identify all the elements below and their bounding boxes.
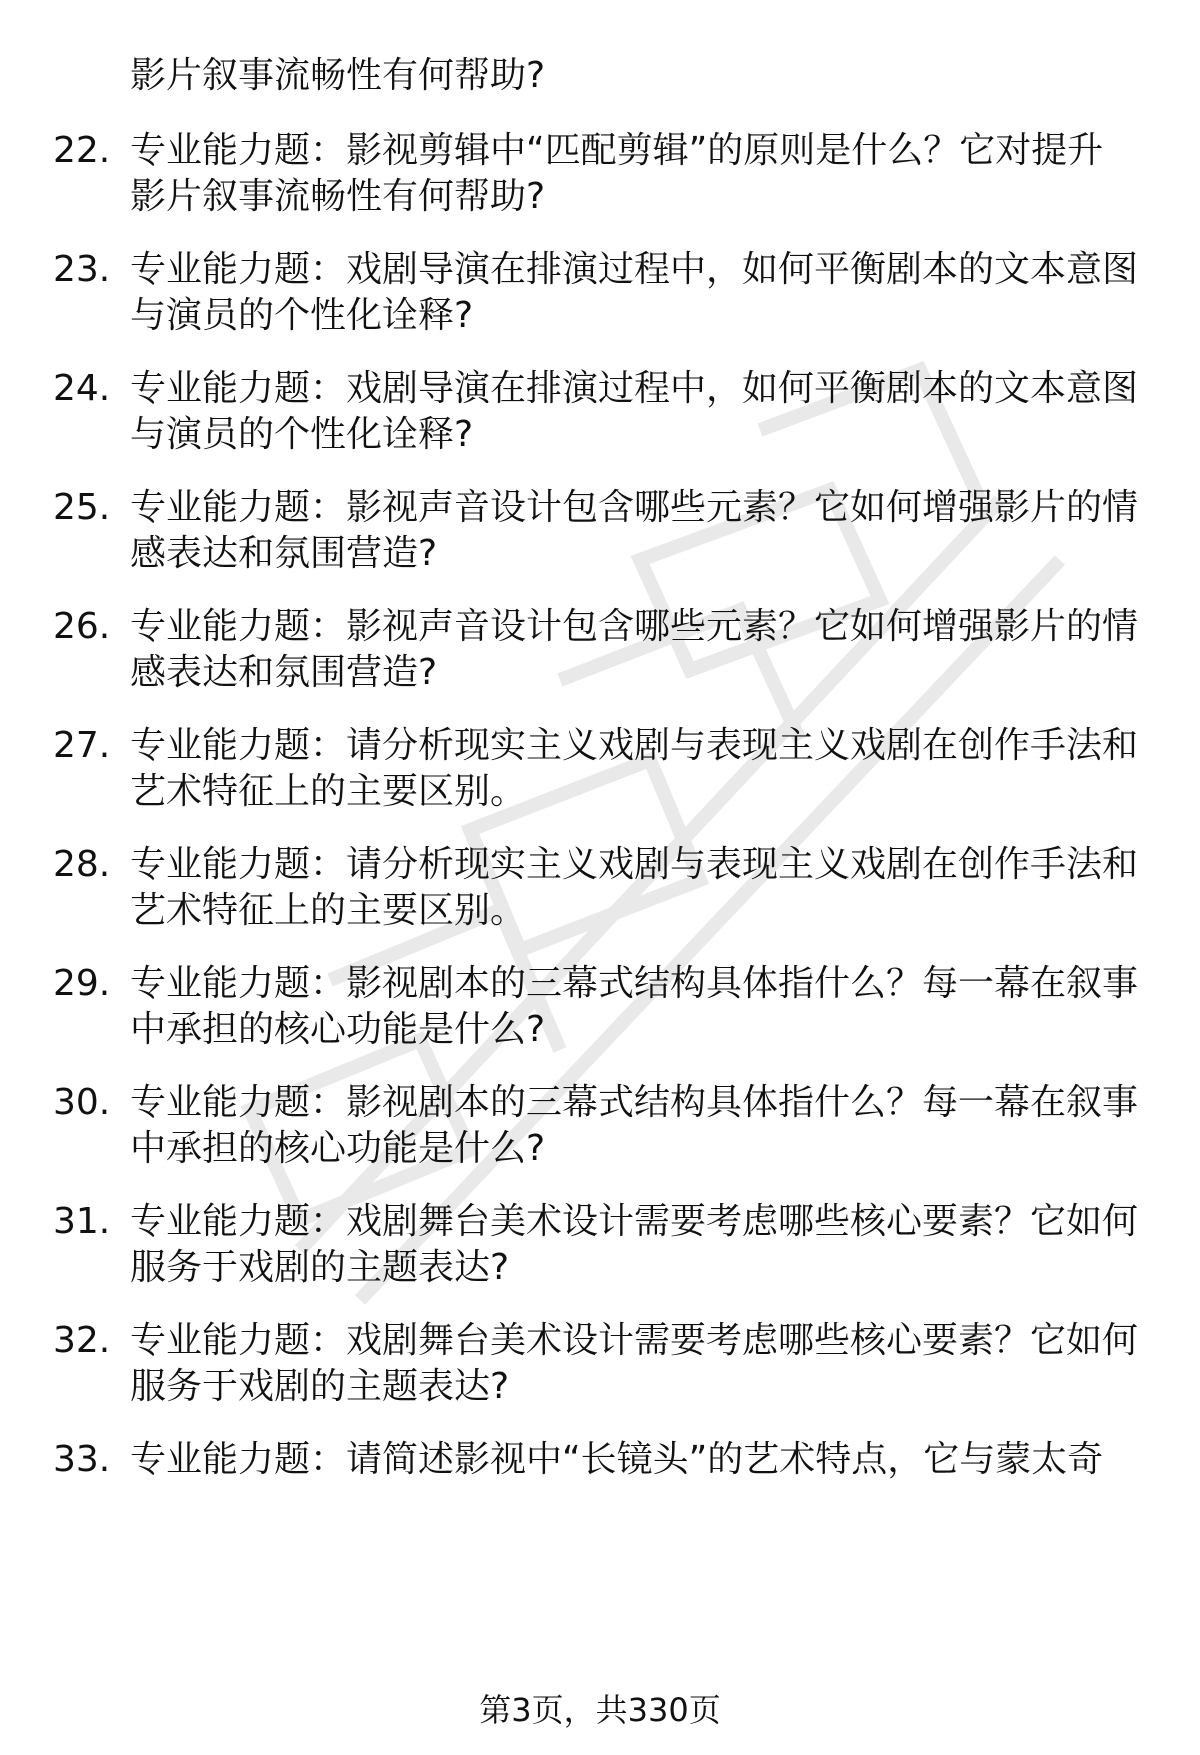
question-item — [0, 1317, 1200, 1417]
question-text-line1: 专业能力题：请分析现实主义戏剧与表现主义戏剧在创作手法和 — [130, 725, 1139, 766]
question-number: 31. — [53, 1201, 111, 1242]
page-footer: 第3页，共330页 — [479, 1691, 721, 1729]
question-number: 22. — [53, 130, 111, 171]
question-item — [0, 960, 1200, 1060]
question-text-line1: 专业能力题：戏剧舞台美术设计需要考虑哪些核心要素？它如何 — [130, 1320, 1139, 1361]
question-number: 29. — [53, 963, 111, 1004]
question-text-line2: 与演员的个性化诠释? — [130, 414, 474, 455]
question-text-line1: 专业能力题：影视剧本的三幕式结构具体指什么？每一幕在叙事 — [130, 1082, 1139, 1123]
question-text-line2: 影片叙事流畅性有何帮助? — [130, 176, 546, 217]
question-text-line2: 感表达和氛围营造? — [130, 652, 438, 693]
question-number: 30. — [53, 1082, 111, 1123]
question-number: 32. — [53, 1320, 111, 1361]
question-text-line1: 专业能力题：影视声音设计包含哪些元素？它如何增强影片的情 — [130, 606, 1139, 647]
question-number: 33. — [53, 1439, 111, 1480]
question-item — [0, 1436, 1200, 1536]
question-text-line1: 专业能力题：戏剧导演在排演过程中，如何平衡剧本的文本意图 — [130, 368, 1139, 409]
question-number: 26. — [53, 606, 111, 647]
question-text-line2: 与演员的个性化诠释? — [130, 295, 474, 336]
question-number: 25. — [53, 487, 111, 528]
question-text-line1: 专业能力题：影视剧本的三幕式结构具体指什么？每一幕在叙事 — [130, 963, 1139, 1004]
question-item — [0, 1079, 1200, 1179]
question-text-line2: 服务于戏剧的主题表达? — [130, 1247, 510, 1288]
question-number: 24. — [53, 368, 111, 409]
question-text-line2: 服务于戏剧的主题表达? — [130, 1366, 510, 1407]
question-item — [0, 127, 1200, 227]
question-text-line2: 感表达和氛围营造? — [130, 533, 438, 574]
question-text-line1: 专业能力题：请简述影视中“长镜头”的艺术特点，它与蒙太奇 — [130, 1439, 1104, 1480]
question-item — [0, 841, 1200, 941]
question-item — [0, 722, 1200, 822]
question-text-line2: 艺术特征上的主要区别。 — [130, 890, 527, 931]
question-item — [0, 1198, 1200, 1298]
question-item — [0, 246, 1200, 346]
question-item — [0, 484, 1200, 584]
continued-question-text: 影片叙事流畅性有何帮助? — [130, 55, 546, 96]
question-text-line1: 专业能力题：影视剪辑中“匹配剪辑”的原则是什么？它对提升 — [130, 130, 1104, 171]
question-text-line1: 专业能力题：请分析现实主义戏剧与表现主义戏剧在创作手法和 — [130, 844, 1139, 885]
question-text-line1: 专业能力题：影视声音设计包含哪些元素？它如何增强影片的情 — [130, 487, 1139, 528]
question-number: 23. — [53, 249, 111, 290]
question-text-line1: 专业能力题：戏剧导演在排演过程中，如何平衡剧本的文本意图 — [130, 249, 1139, 290]
question-text-line2: 中承担的核心功能是什么? — [130, 1128, 546, 1169]
question-text-line2: 中承担的核心功能是什么? — [130, 1009, 546, 1050]
question-number: 28. — [53, 844, 111, 885]
question-number: 27. — [53, 725, 111, 766]
question-text-line1: 专业能力题：戏剧舞台美术设计需要考虑哪些核心要素？它如何 — [130, 1201, 1139, 1242]
question-item — [0, 365, 1200, 465]
question-item — [0, 603, 1200, 703]
question-text-line2: 艺术特征上的主要区别。 — [130, 771, 527, 812]
